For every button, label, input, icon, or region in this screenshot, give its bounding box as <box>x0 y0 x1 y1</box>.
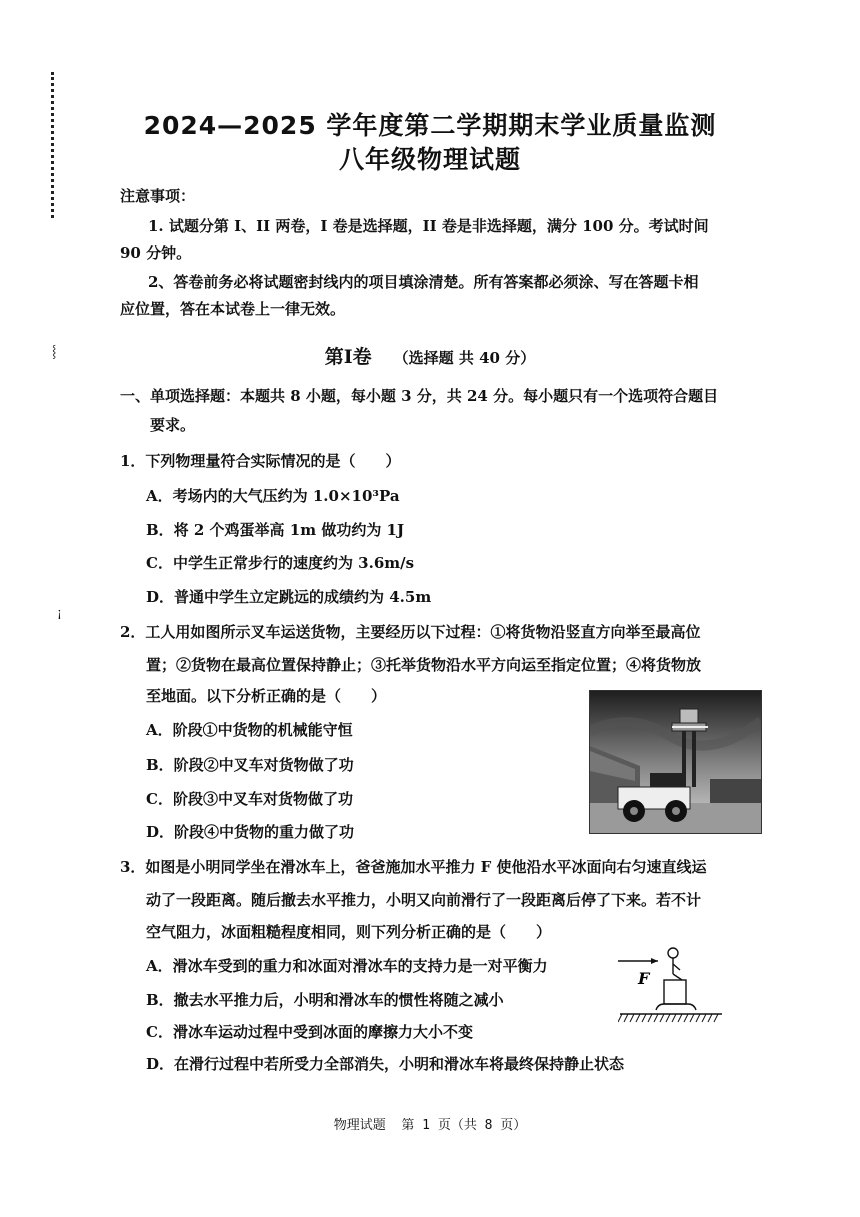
section-heading <box>0 342 860 369</box>
question-3-option-b: B．撤去水平推力后，小明和滑冰车的惯性将随之减小 <box>146 991 504 1009</box>
margin-mark: ⸾ <box>52 344 57 358</box>
question-3-option-a: A．滑冰车受到的重力和冰面对滑冰车的支持力是一对平衡力 <box>146 957 548 975</box>
question-3-option-c: C．滑冰车运动过程中受到冰面的摩擦力大小不变 <box>146 1023 473 1041</box>
question-3-stem: 3．如图是小明同学坐在滑冰车上，爸爸施加水平推力 F 使他沿水平冰面向右匀速直线运 <box>120 858 707 876</box>
question-2-option-d: D．阶段④中货物的重力做了功 <box>146 823 355 841</box>
question-1-option-d: D．普通中学生立定跳远的成绩约为 4.5m <box>146 588 432 606</box>
notes-item-2-cont: 应位置，答在本试卷上一律无效。 <box>120 300 346 318</box>
question-1-option-b: B．将 2 个鸡蛋举高 1m 做功约为 1J <box>146 521 405 539</box>
question-3-stem-line-2: 动了一段距离。随后撤去水平推力，小明又向前滑行了一段距离后停了下来。若不计 <box>146 891 702 909</box>
notes-item-1: 1. 试题分第 I、II 两卷，I 卷是选择题，II 卷是非选择题，满分 100 分。考试时间 <box>148 217 709 235</box>
force-label: F <box>638 969 650 988</box>
section-title: 第Ⅰ卷 <box>324 346 372 368</box>
page-footer: 物理试题 第 1 页（共 8 页） <box>333 1118 527 1133</box>
question-2-option-a: A．阶段①中货物的机械能守恒 <box>146 721 353 739</box>
margin-mark: ¡ <box>57 606 62 620</box>
forklift-photo <box>589 690 762 834</box>
question-1-option-a: A．考场内的大气压约为 1.0×10³Pa <box>146 487 400 505</box>
section-subtitle: （选择题 共 40 分） <box>393 349 536 367</box>
question-2-option-c: C．阶段③中叉车对货物做了功 <box>146 790 353 808</box>
exam-subject-title: 八年级物理试题 <box>338 145 521 174</box>
question-1-option-c: C．中学生正常步行的速度约为 3.6m/s <box>146 554 415 572</box>
question-3-option-d: D．在滑行过程中若所受力全部消失，小明和滑冰车将最终保持静止状态 <box>146 1055 625 1073</box>
question-2-stem-line-3: 至地面。以下分析正确的是（ ） <box>146 687 387 705</box>
question-2-stem-line-2: 置；②货物在最高位置保持静止；③托举货物沿水平方向运至指定位置；④将货物放 <box>146 656 702 674</box>
question-3-stem-line-3: 空气阻力，冰面粗糙程度相同，则下列分析正确的是（ ） <box>146 923 552 941</box>
exam-title: 2024—2025 学年度第二学期期末学业质量监测 <box>143 111 717 140</box>
question-2-stem: 2．工人用如图所示叉车运送货物，主要经历以下过程：①将货物沿竖直方向举至最高位 <box>120 623 701 641</box>
question-2-option-b: B．阶段②中叉车对货物做了功 <box>146 756 354 774</box>
part-instruction-cont: 要求。 <box>150 416 196 434</box>
question-1-stem: 1．下列物理量符合实际情况的是（ ） <box>120 452 401 470</box>
ice-sled-diagram <box>618 940 724 1026</box>
notes-item-1-cont: 90 分钟。 <box>120 244 192 262</box>
part-instruction: 一、单项选择题：本题共 8 小题，每小题 3 分，共 24 分。每小题只有一个选项符合题目 <box>120 387 719 405</box>
notes-heading: 注意事项： <box>120 187 196 205</box>
notes-item-2: 2、答卷前务必将试题密封线内的项目填涂清楚。所有答案都必须涂、写在答题卡相 <box>148 273 699 291</box>
